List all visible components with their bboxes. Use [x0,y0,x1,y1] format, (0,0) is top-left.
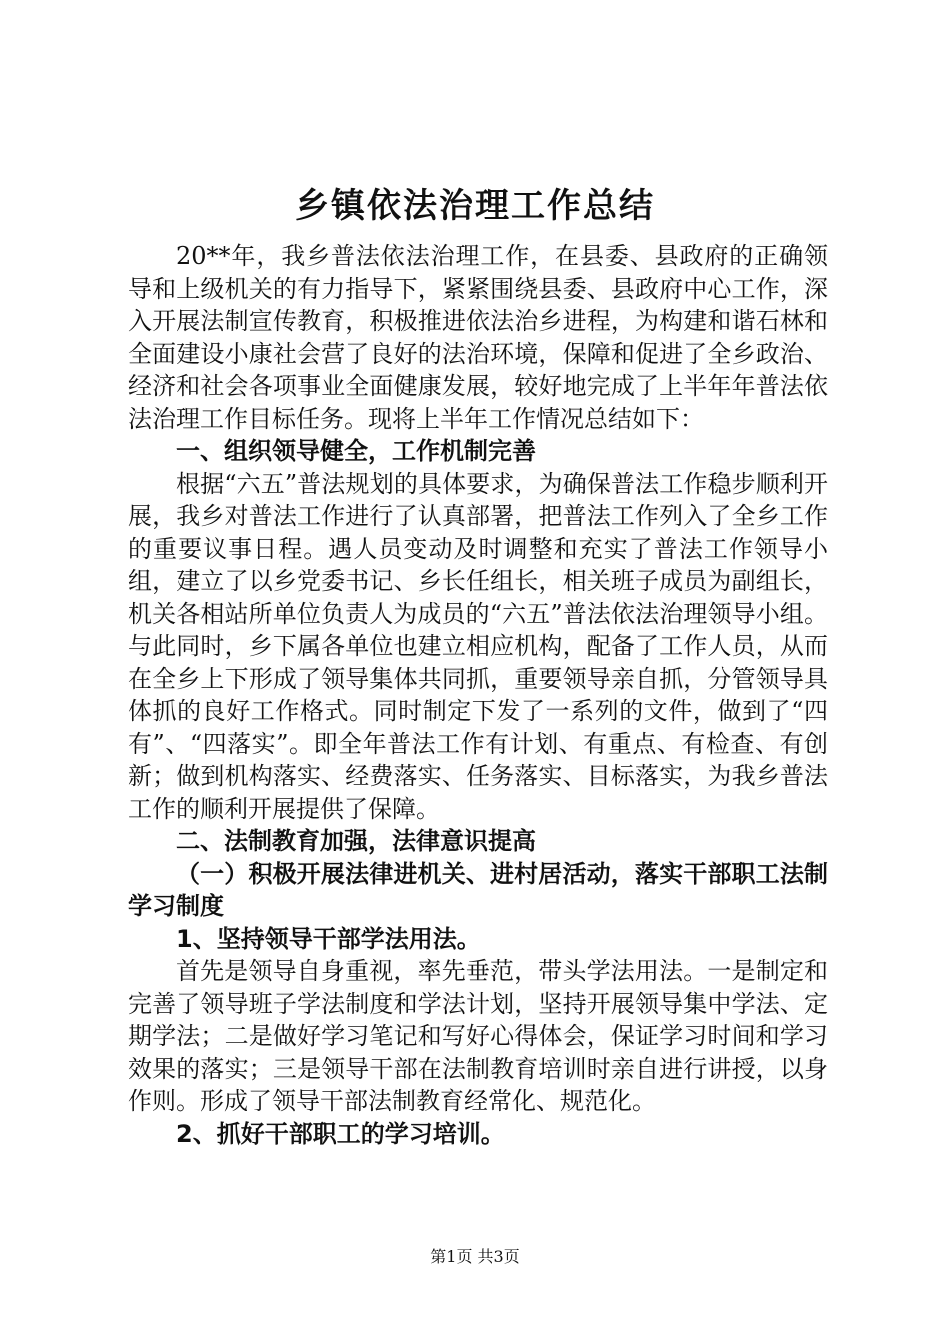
item-1-paragraph: 首先是领导自身重视，率先垂范，带头学法用法。一是制定和完善了领导班子学法制度和学法计划，坚持开展领导集中学法、定期学法；二是做好学习笔记和写好心得体会，保证学习时间和学习效果的落实；三是领导干部在法制教育培训时亲自进行讲授，以身作则。形成了领导干部法制教育经常化、规范化。 [128,957,828,1115]
item-heading-1: 1、坚持领导干部学法用法。 [176,924,481,953]
page-number-footer: 第1页 共3页 [430,1247,520,1266]
document-title: 乡镇依法治理工作总结 [295,186,655,226]
section-heading-1: 一、组织领导健全，工作机制完善 [176,437,536,465]
document-body [128,240,828,1150]
section-heading-2: 二、法制教育加强，法律意识提高 [176,827,536,855]
section-1-paragraph: 根据“六五”普法规划的具体要求，为确保普法工作稳步顺利开展，我乡对普法工作进行了认真部署，把普法工作列入了全乡工作的重要议事日程。遇人员变动及时调整和充实了普法工作领导小组，建立了以乡党委书记、乡长任组长，相关班子成员为副组长，机关各相站所单位负责人为成员的“六五”普法依法治理领导小组。与此同时，乡下属各单位也建立相应机构，配备了工作人员，从而在全乡上下形成了领导集体共同抓，重要领导亲自抓，分管领导具体抓的良好工作格式。同时制定下发了一系列的文件，做到了“四有”、“四落实”。即全年普法工作有计划、有重点、有检查、有创新；做到机构落实、经费落实、任务落实、目标落实，为我乡普法工作的顺利开展提供了保障。 [128,469,828,823]
subsection-heading-1: （一）积极开展法律进机关、进村居活动，落实干部职工法制学习制度 [128,859,828,920]
item-heading-2: 2、抓好干部职工的学习培训。 [176,1119,505,1148]
intro-paragraph: 20**年，我乡普法依法治理工作，在县委、县政府的正确领导和上级机关的有力指导下，紧紧围绕县委、县政府中心工作，深入开展法制宣传教育，积极推进依法治乡进程，为构建和谐石林和全面建设小康社会营了良好的法治环境，保障和促进了全乡政治、经济和社会各项事业全面健康发展，较好地完成了上半年年普法依法治理工作目标任务。现将上半年工作情况总结如下： [128,242,828,433]
